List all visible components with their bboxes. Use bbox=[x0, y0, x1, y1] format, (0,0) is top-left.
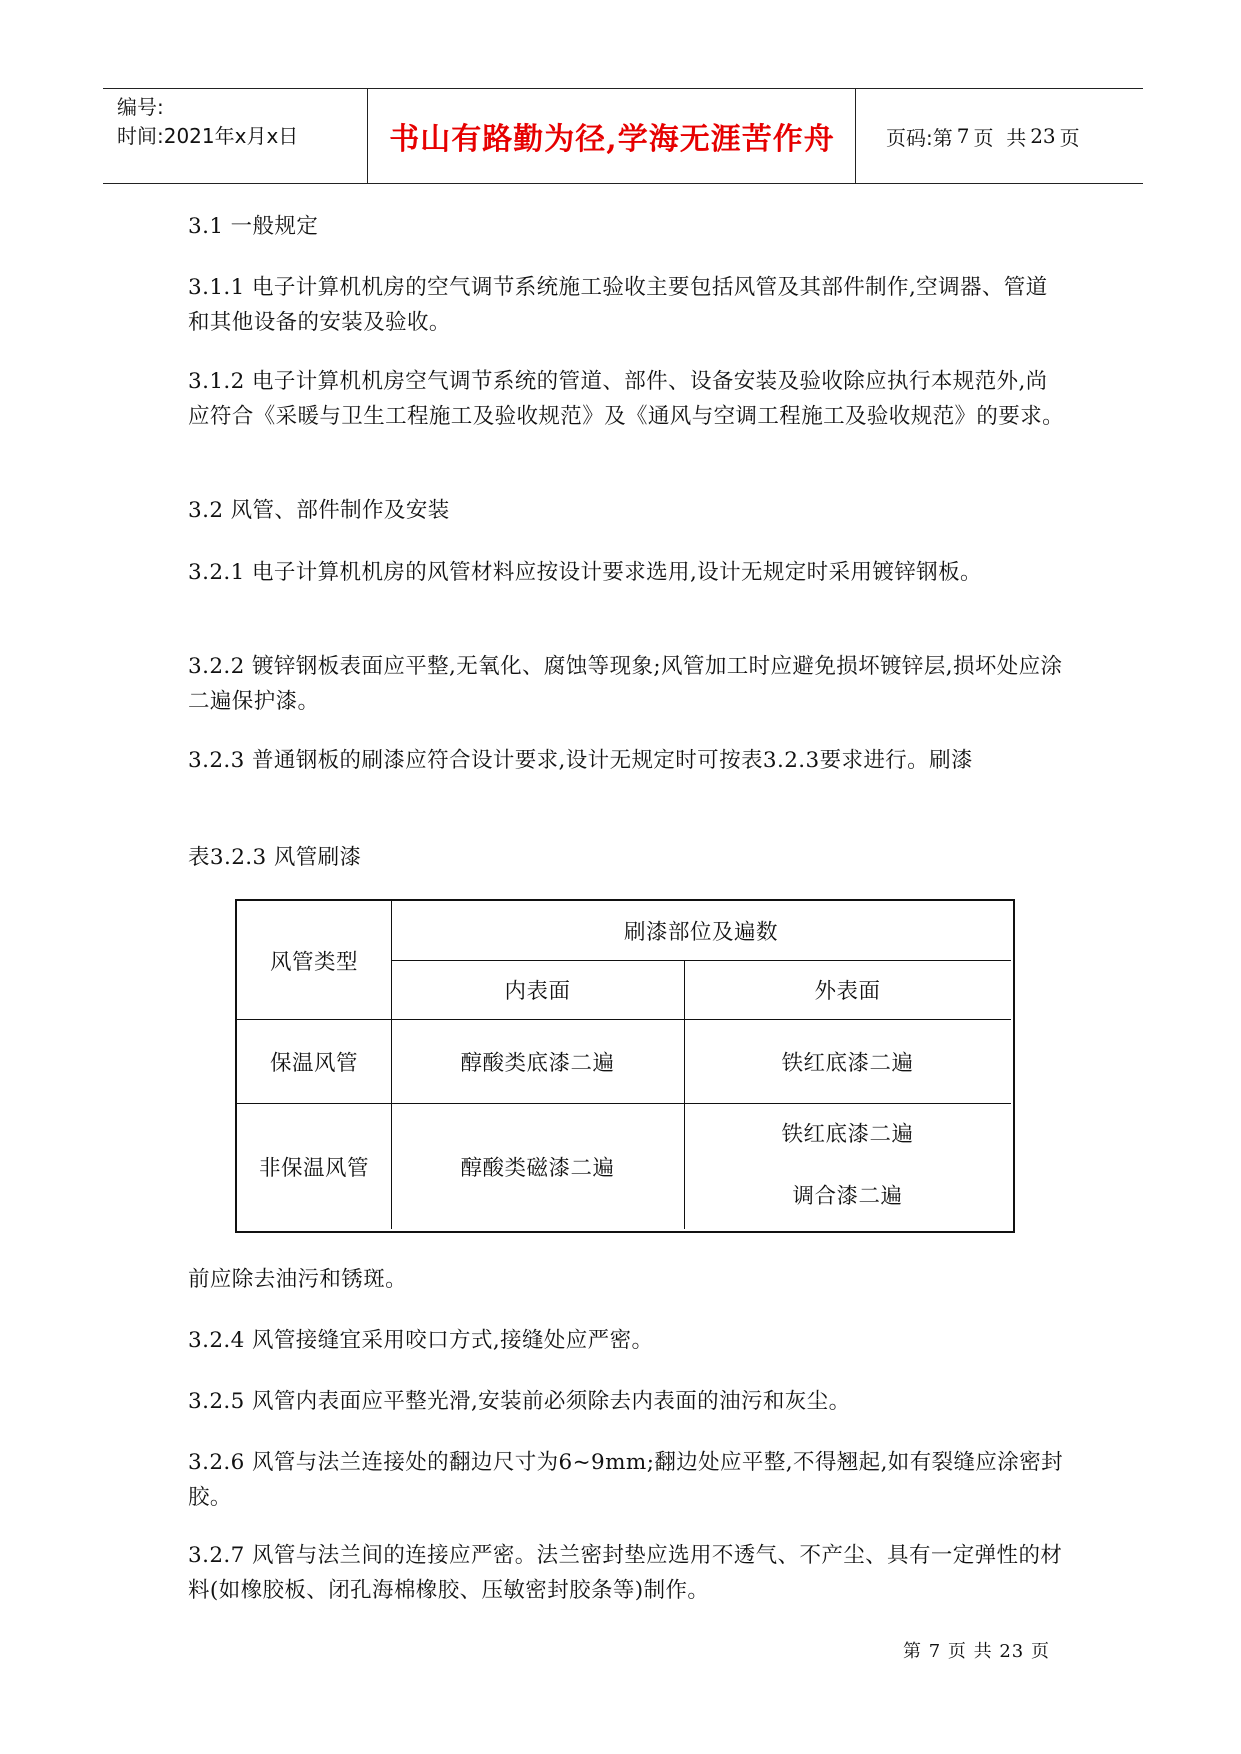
page-footer: 第 7 页 共 23 页 bbox=[903, 1641, 1050, 1662]
paragraph: 前应除去油污和锈斑。 bbox=[188, 1267, 408, 1292]
paragraph: 3.2.7 风管与法兰间的连接应严密。法兰密封垫应选用不透气、不产尘、具有一定弹性的材料(如橡胶板、闭孔海棉橡胶、压敏密封胶条等)制作。 bbox=[188, 1543, 1063, 1603]
table-cell-type: 保温风管 bbox=[269, 1050, 358, 1076]
page-total: 23 bbox=[1030, 124, 1056, 148]
paragraph: 3.1.2 电子计算机机房空气调节系统的管道、部件、设备安装及验收除应执行本规范外,尚应符合《采暖与卫生工程施工及验收规范》及《通风与空调工程施工及验收规范》的要求。 bbox=[188, 369, 1065, 429]
paragraph: 3.2.1 电子计算机机房的风管材料应按设计要求选用,设计无规定时采用镀锌钢板。 bbox=[188, 560, 982, 585]
table-cell-outer: 铁红底漆二遍 bbox=[781, 1050, 914, 1076]
table-cell-outer-line: 调合漆二遍 bbox=[792, 1184, 903, 1209]
section-heading: 3.2 风管、部件制作及安装 bbox=[188, 498, 450, 523]
header-page-info bbox=[872, 89, 1142, 183]
header-paint-group: 刷漆部位及遍数 bbox=[623, 920, 778, 945]
page-mid: 页 共 bbox=[973, 125, 1027, 150]
table-cell-outer-line: 铁红底漆二遍 bbox=[781, 1122, 914, 1147]
page-prefix: 页码:第 bbox=[886, 125, 953, 150]
table-cell-type: 非保温风管 bbox=[258, 1155, 369, 1181]
header-outer-surface: 外表面 bbox=[814, 979, 881, 1004]
document-number-label: 编号: bbox=[117, 95, 164, 119]
document-time-label: 时间:2021年x月x日 bbox=[117, 124, 299, 148]
header-meta bbox=[117, 93, 298, 151]
header-motto: 书山有路勤为径,学海无涯苦作舟 bbox=[389, 122, 835, 157]
header-divider bbox=[367, 89, 368, 183]
page-current: 7 bbox=[956, 124, 970, 148]
table-caption: 表3.2.3 风管刷漆 bbox=[188, 845, 362, 870]
page-suffix: 页 bbox=[1059, 125, 1080, 150]
table-cell-inner: 醇酸类底漆二遍 bbox=[460, 1050, 615, 1076]
paragraph: 3.2.3 普通钢板的刷漆应符合设计要求,设计无规定时可按表3.2.3要求进行。刷漆 bbox=[188, 748, 973, 773]
paragraph: 3.2.2 镀锌钢板表面应平整,无氧化、腐蚀等现象;风管加工时应避免损坏镀锌层,损坏处应涂二遍保护漆。 bbox=[188, 654, 1063, 714]
header-divider bbox=[855, 89, 856, 183]
table-cell-outer bbox=[684, 1103, 1011, 1229]
page-header bbox=[103, 88, 1143, 184]
paragraph: 3.1.1 电子计算机机房的空气调节系统施工验收主要包括风管及其部件制作,空调器、管道和其他设备的安装及验收。 bbox=[188, 275, 1048, 335]
header-duct-type: 风管类型 bbox=[269, 949, 358, 975]
paragraph: 3.2.5 风管内表面应平整光滑,安装前必须除去内表面的油污和灰尘。 bbox=[188, 1389, 851, 1414]
table-cell-inner: 醇酸类磁漆二遍 bbox=[460, 1155, 615, 1181]
paint-table bbox=[235, 899, 1015, 1233]
header-inner-surface: 内表面 bbox=[504, 979, 571, 1004]
paragraph: 3.2.4 风管接缝宜采用咬口方式,接缝处应严密。 bbox=[188, 1328, 654, 1353]
paragraph: 3.2.6 风管与法兰连接处的翻边尺寸为6~9mm;翻边处应平整,不得翘起,如有裂缝应涂密封胶。 bbox=[188, 1450, 1064, 1510]
section-heading: 3.1 一般规定 bbox=[188, 214, 319, 239]
